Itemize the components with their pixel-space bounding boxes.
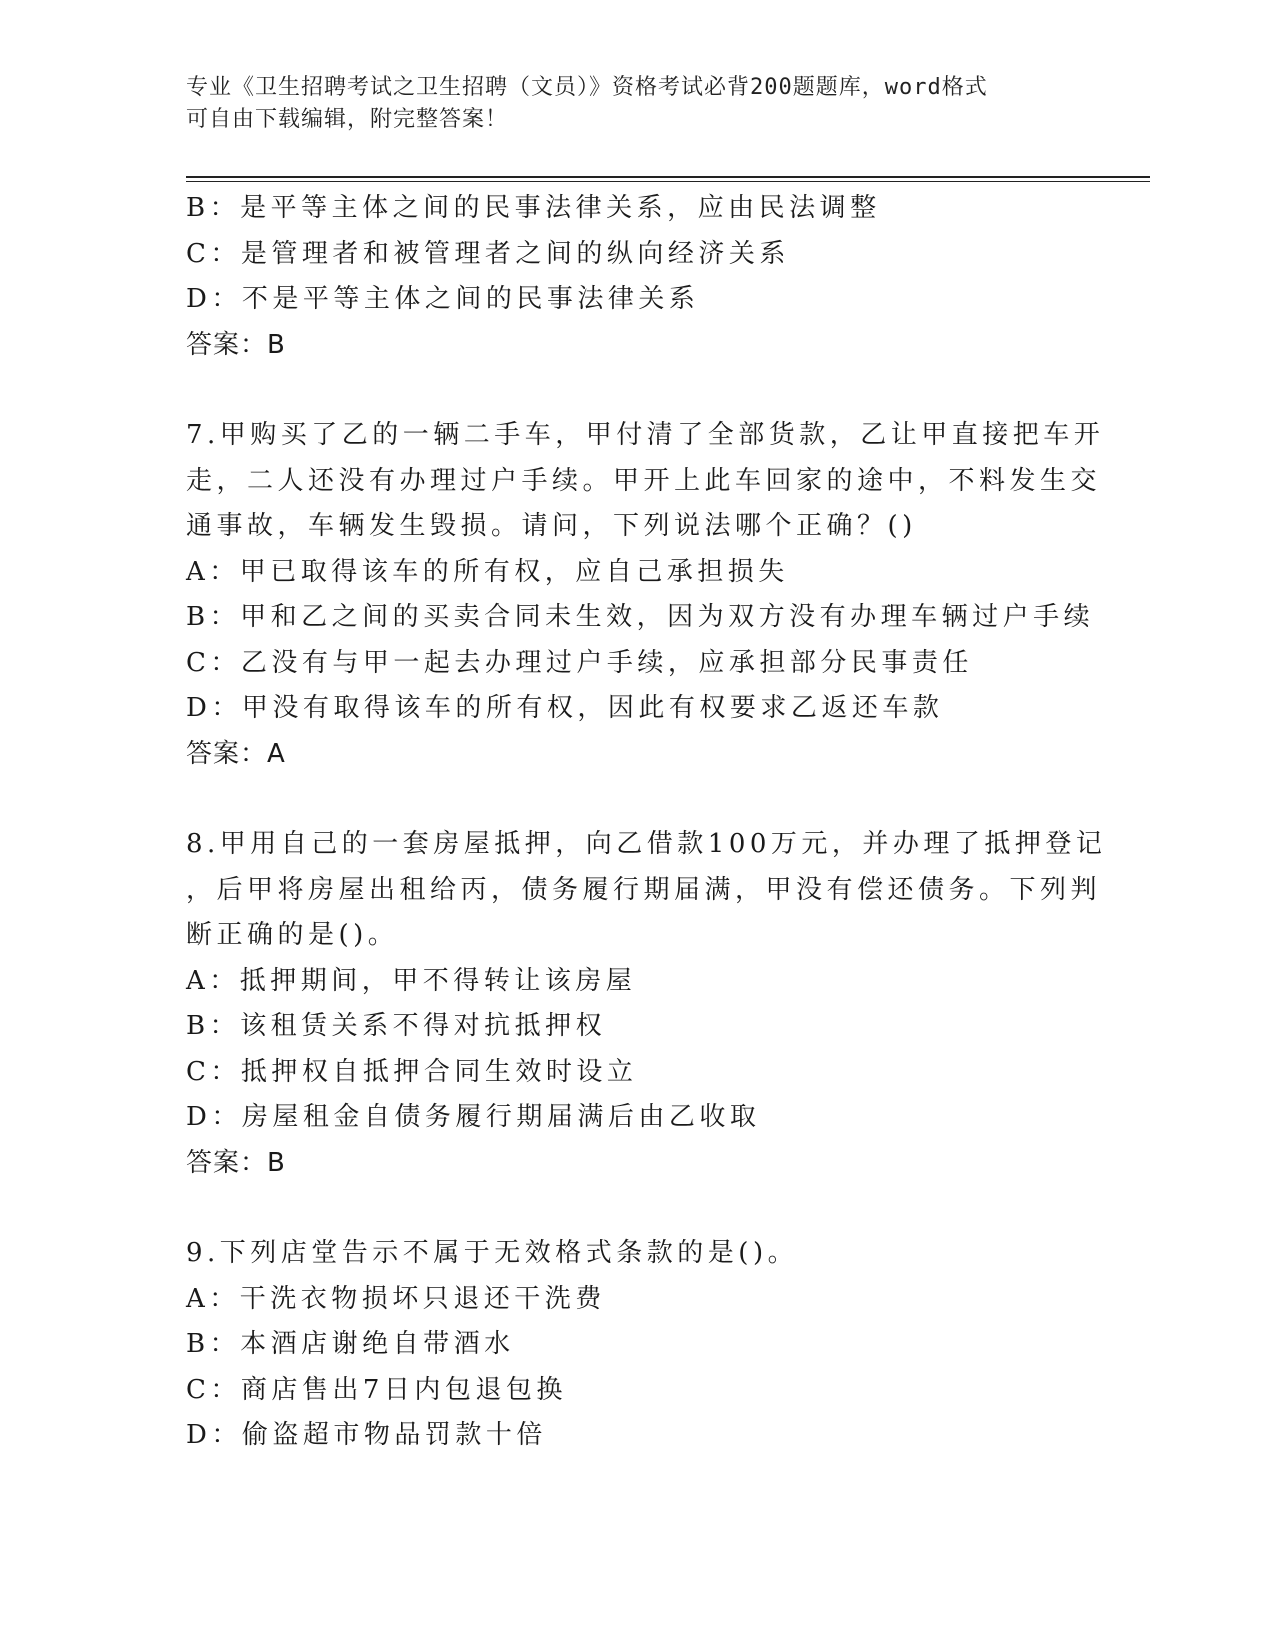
answer-line: 答案：B xyxy=(186,329,286,360)
option-b: B：甲和乙之间的买卖合同未生效，因为双方没有办理车辆过户手续 xyxy=(186,602,1095,632)
spacer xyxy=(186,1186,1066,1231)
question-content xyxy=(186,186,1107,1459)
header-rule-thick xyxy=(186,176,1150,178)
option-d: D：房屋租金自债务履行期届满后由乙收取 xyxy=(186,1102,761,1132)
question-stem-line: 9.下列店堂告示不属于无效格式条款的是()。 xyxy=(186,1238,799,1268)
option-a: A：抵押期间，甲不得转让该房屋 xyxy=(186,965,637,996)
question-stem-line: 断正确的是()。 xyxy=(186,920,399,950)
question-9 xyxy=(186,1231,1066,1459)
question-stem-line: 7.甲购买了乙的一辆二手车，甲付清了全部货款，乙让甲直接把车开 xyxy=(186,420,1105,450)
question-7 xyxy=(186,413,1105,777)
document-header xyxy=(186,72,1066,136)
spacer xyxy=(186,368,1066,413)
option-c: C：抵押权自抵押合同生效时设立 xyxy=(186,1056,638,1087)
question-stem-line: 通事故，车辆发生毁损。请问，下列说法哪个正确？() xyxy=(186,511,917,541)
option-c: C：乙没有与甲一起去办理过户手续，应承担部分民事责任 xyxy=(186,647,973,678)
answer-line: 答案：A xyxy=(186,738,286,769)
question-stem-line: ，后甲将房屋出租给丙，债务履行期届满，甲没有偿还债务。下列判 xyxy=(186,874,1102,905)
option-b: B：该租赁关系不得对抗抵押权 xyxy=(186,1011,607,1041)
option-b: B：是平等主体之间的民事法律关系，应由民法调整 xyxy=(186,193,881,223)
option-b: B：本酒店谢绝自带酒水 xyxy=(186,1329,515,1359)
option-d: D：偷盗超市物品罚款十倍 xyxy=(186,1420,547,1450)
continued-question xyxy=(186,186,1066,368)
question-8 xyxy=(186,822,1107,1186)
header-line-2: 可自由下载编辑，附完整答案！ xyxy=(186,107,509,132)
question-stem-line: 走，二人还没有办理过户手续。甲开上此车回家的途中，不料发生交 xyxy=(186,465,1102,496)
option-a: A：甲已取得该车的所有权，应自己承担损失 xyxy=(186,556,789,587)
option-d: D：甲没有取得该车的所有权，因此有权要求乙返还车款 xyxy=(186,693,944,723)
option-c: C：是管理者和被管理者之间的纵向经济关系 xyxy=(186,238,790,269)
header-line-1: 专业《卫生招聘考试之卫生招聘（文员）》资格考试必背200题题库，word格式 xyxy=(186,75,988,100)
header-rule-thin xyxy=(186,181,1150,182)
question-stem-line: 8.甲用自己的一套房屋抵押，向乙借款100万元，并办理了抵押登记 xyxy=(186,829,1107,859)
option-a: A：干洗衣物损坏只退还干洗费 xyxy=(186,1283,606,1314)
option-c: C：商店售出7日内包退包换 xyxy=(186,1374,567,1405)
answer-line: 答案：B xyxy=(186,1147,286,1178)
option-d: D：不是平等主体之间的民事法律关系 xyxy=(186,284,700,314)
spacer xyxy=(186,777,1066,822)
